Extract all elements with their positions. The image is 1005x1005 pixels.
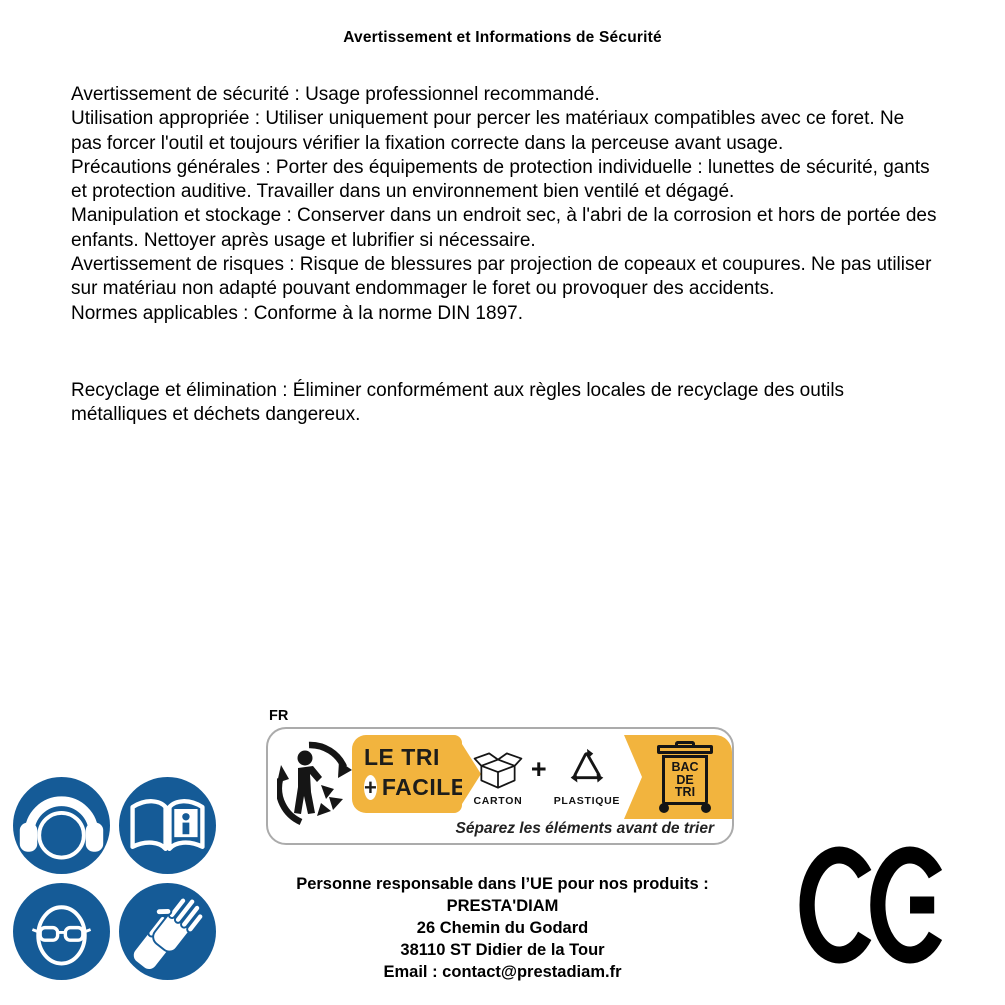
bin-label [662,755,708,805]
materials-row [468,735,624,817]
bin-label-line: TRI [674,785,696,800]
responsible-intro: Personne responsable dans l’UE pour nos produits : [296,875,709,893]
country-code: FR [269,708,289,724]
manual-glyph [119,777,216,874]
address-line: 38110 ST Didier de la Tour [400,941,605,959]
material-label: CARTON [473,794,523,807]
safety-paragraph: Normes applicables : Conforme à la norme DIN 1897. [71,302,523,324]
sorting-info-label [266,708,734,845]
tri-facile-box [266,727,734,845]
safety-paragraph: Manipulation et stockage : Conserver dans un endroit sec, à l'abri de la corrosion et hors de portée des enfants. Nettoyer après usage et lubrifier si nécessaire. [71,205,937,251]
tri-facile-headline [352,735,467,813]
sorting-bin-icon [657,741,713,813]
tri-headline-line1: LE TRI [364,744,440,770]
safety-paragraph: Précautions générales : Porter des équipements de protection individuelle : lunettes de sécurité, gants et protection auditive. Travailler dans un environnement bien ventilé et dégagé. [71,156,930,203]
tri-headline-facile: FACILE [381,774,467,800]
safety-paragraph: Avertissement de sécurité : Usage professionnel recommandé. [71,84,600,105]
material-plastique [554,746,620,807]
safety-text-block [71,83,939,428]
contact-email: Email : contact@prestadiam.fr [383,963,622,981]
material-label: PLASTIQUE [553,794,621,807]
bin-wheel [701,803,711,813]
material-carton [472,746,524,807]
tri-headline-line2 [364,774,467,801]
bin-lid [657,745,713,754]
tri-tagline: Séparez les éléments avant de trier [455,820,714,837]
bin-wheel [659,803,669,813]
ear-protection-glyph [13,777,110,874]
triman-recycling-icon [277,737,353,835]
carton-box-icon [472,746,524,794]
wear-ear-protection-icon [13,777,110,874]
bin-label-line: BAC [671,760,699,775]
address-line: 26 Chemin du Godard [416,919,589,937]
sorting-bin-panel [624,735,732,819]
plastic-recycling-icon [563,746,611,794]
plus-badge-icon: + [364,774,377,800]
recycling-paragraph: Recyclage et élimination : Éliminer conformément aux règles locales de recyclage des outils métalliques et déchets dangereux. [71,379,845,426]
safety-paragraph: Utilisation appropriée : Utiliser uniquement pour percer les matériaux compatibles avec ce foret. Ne pas forcer l'outil et toujours vérifier la fixation correcte dans la perceuse avant usage. [71,108,905,154]
page-title: Avertissement et Informations de Sécurité [343,29,662,46]
safety-paragraph: Avertissement de risques : Risque de blessures par projection de copeaux et coupures. Ne pas utiliser sur matériau non adapté pouvant endommager le foret ou provoquer des accidents. [71,254,932,300]
company-name: PRESTA'DIAM [446,897,559,915]
ce-marking-icon [799,846,953,964]
plus-sign: + [530,753,547,784]
bin-label-line: DE [676,772,694,787]
read-instruction-manual-icon [119,777,216,874]
